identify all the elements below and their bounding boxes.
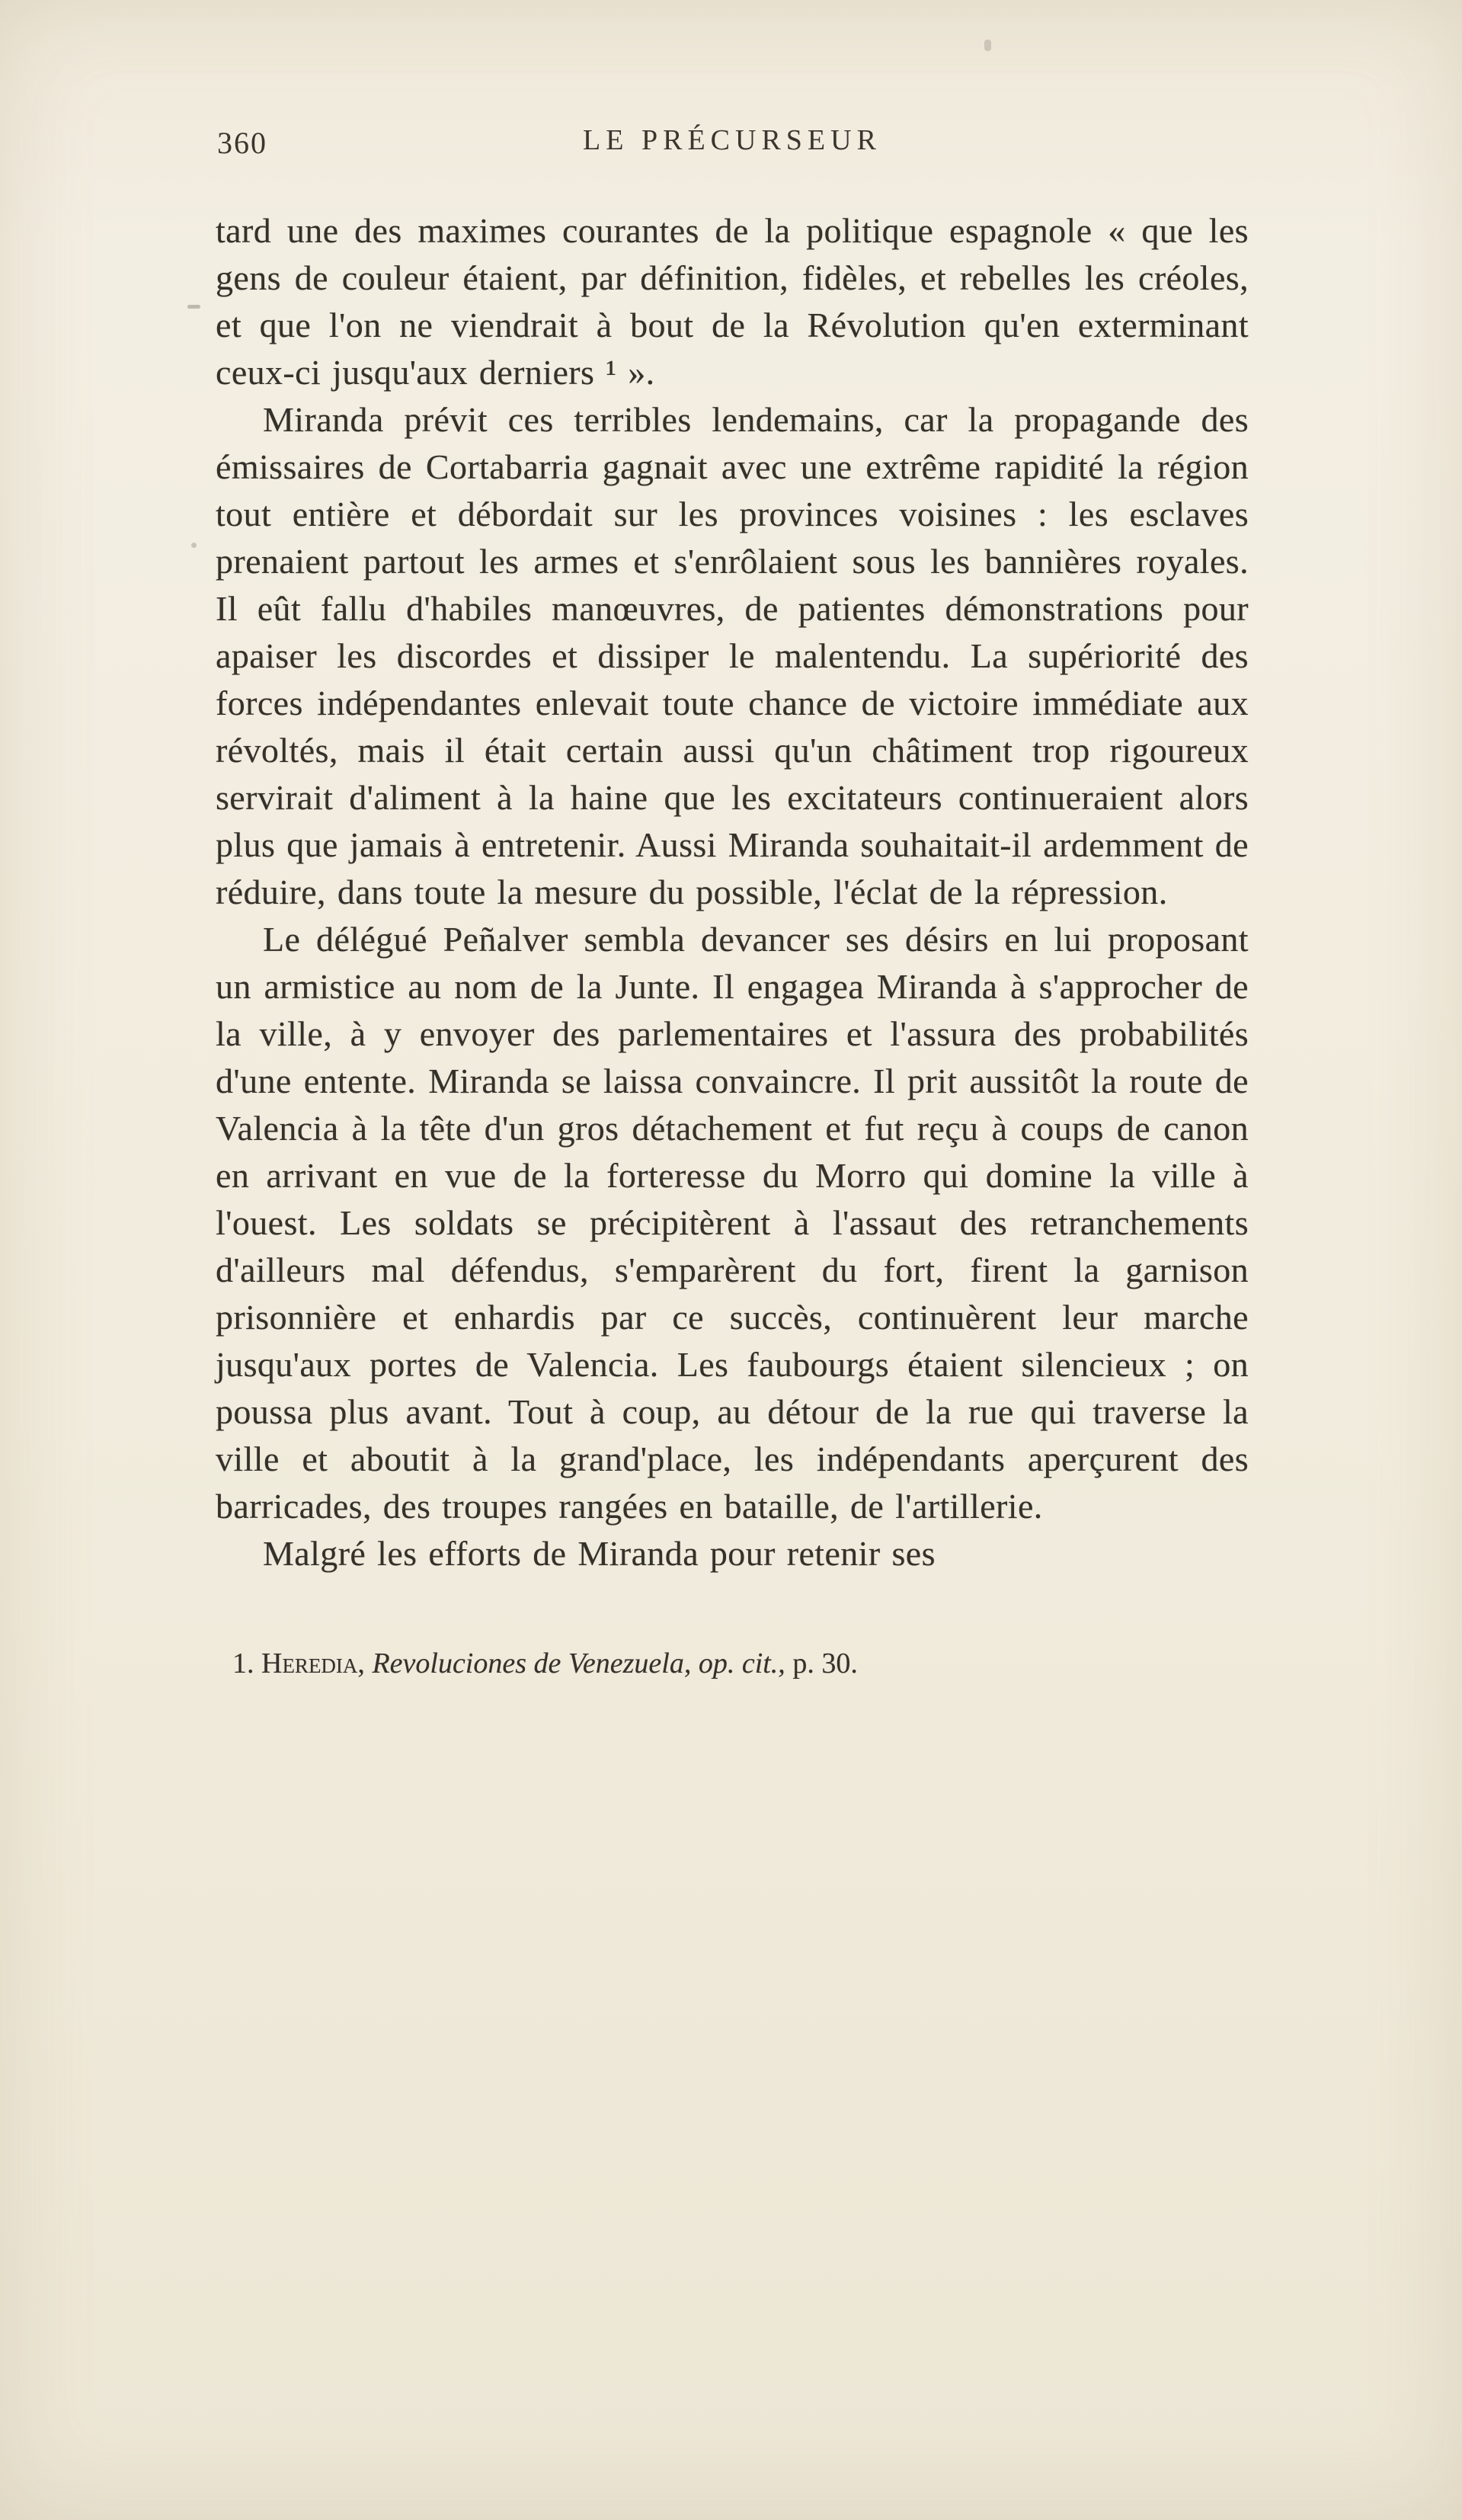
footnote-page-ref: p. 30. <box>792 1647 858 1679</box>
footnote-title: Revoluciones de Venezuela, op. cit., <box>372 1647 785 1679</box>
body-paragraph: Miranda prévit ces terribles lendemains, car la propagande des émissaires de Cortabarria gagnait avec une extrême rapidité la région tout entière et débordait sur les provinces voisines : les esclaves prenaient partout les armes et s'enrôlaient sous les bannières royales. Il eût fallu d'habiles manœuvres, de patientes démonstrations pour apaiser les discordes et dissiper le malentendu. La supériorité des forces indépendantes enlevait toute chance de victoire immédiate aux révoltés, mais il était certain aussi qu'un châtiment trop rigoureux servirait d'aliment à la haine que les excitateurs continueraient alors plus que jamais à entretenir. Aussi Miranda souhaitait-il ardemment de réduire, dans toute la mesure du possible, l'éclat de la répression. <box>216 400 1249 911</box>
page-header <box>216 120 1249 165</box>
scan-artifact <box>187 305 200 309</box>
scan-artifact <box>191 543 197 548</box>
running-title: LE PRÉCURSEUR <box>583 124 881 156</box>
page-number: 360 <box>217 126 267 160</box>
page-body <box>216 207 1249 1577</box>
body-paragraph: tard une des maximes courantes de la politique espagnole « que les gens de couleur étaient, par définition, fidèles, et rebelles les créoles, et que l'on ne viendrait à bout de la Révolution qu'en exterminant ceux-ci jusqu'aux derniers ¹ ». <box>216 211 1249 392</box>
text-block <box>216 120 1249 1711</box>
footnote-author: Heredia, <box>261 1647 365 1679</box>
body-paragraph: Le délégué Peñalver sembla devancer ses désirs en lui proposant un armistice au nom de la Junte. Il engagea Miranda à s'approcher de la ville, à y envoyer des parlementaires et l'assura des probabilités d'une entente. Miranda se laissa convaincre. Il prit aussitôt la route de Valencia à la tête d'un gros détachement et fut reçu à coups de canon en arrivant en vue de la forteresse du Morro qui domine la ville à l'ouest. Les soldats se précipitèrent à l'assaut des retranchements d'ailleurs mal défendus, s'emparèrent du fort, firent la garnison prisonnière et enhardis par ce succès, continuèrent leur marche jusqu'aux portes de Valencia. Les faubourgs étaient silencieux ; on poussa plus avant. Tout à coup, au détour de la rue qui traverse la ville et aboutit à la grand'place, les indépendants aperçurent des barricades, des troupes rangées en bataille, de l'artillerie. <box>216 920 1249 1526</box>
footnote-number: 1. <box>232 1647 254 1679</box>
footnote <box>216 1644 1249 1683</box>
scan-artifact <box>984 40 991 51</box>
body-paragraph: Malgré les efforts de Miranda pour retenir ses <box>263 1534 936 1573</box>
